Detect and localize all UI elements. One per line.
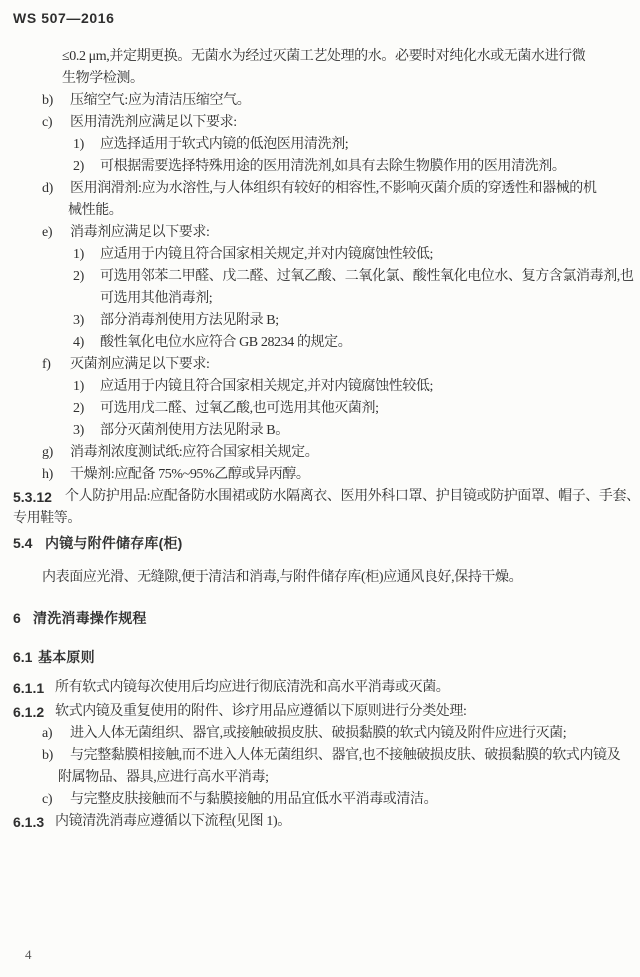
section-6-title: 清洗消毒操作规程 [33,610,147,626]
clause-6-1-1-number: 6.1.1 [13,680,45,696]
clause-5-3-12 [0,486,640,508]
section-5-4-number: 5.4 [13,535,33,551]
list-item-g-text: 消毒剂浓度测试纸:应符合国家相关规定。 [70,445,319,460]
clause-6-1-2 [0,701,640,723]
list-item-f-sub-2 [0,398,640,420]
list-item-f-sub-3-text: 部分灭菌剂使用方法见附录 B。 [100,423,289,438]
clause-6-1-3-number: 6.1.3 [13,814,45,830]
clause-6-1-3-text: 内镜清洗消毒应遵循以下流程(见图 1)。 [55,814,291,829]
list-item-f-sub-2-text: 可选用戊二醛、过氧乙酸,也可选用其他灭菌剂; [100,401,379,416]
list-item-d-text-line-1: 医用润滑剂:应为水溶性,与人体组织有较好的相容性,不影响灭菌介质的穿透性和器械的机 [70,181,597,196]
clause-6-1-2-text: 软式内镜及重复使用的附件、诊疗用品应遵循以下原则进行分类处理: [55,704,467,719]
list-item-e-label: e) [42,225,53,240]
list-item-h-text: 干燥剂:应配备 75%~95%乙醇或异丙醇。 [70,467,310,482]
intro-continuation-line-1: ≤0.2 μm,并定期更换。无菌水为经过灭菌工艺处理的水。必要时对纯化水或无菌水进行微 [62,49,586,64]
list-item-e-sub-4-text: 酸性氧化电位水应符合 GB 28234 的规定。 [100,335,352,350]
list-item-c-text: 医用清洗剂应满足以下要求: [70,115,237,130]
clause-6-1-3 [0,811,640,833]
list-item-c-sub-1-text: 应选择适用于软式内镜的低泡医用清洗剂; [100,137,349,152]
list-item-f-sub-1-text: 应适用于内镜且符合国家相关规定,并对内镜腐蚀性较低; [100,379,433,394]
list-item-d-label: d) [42,181,53,196]
list-item-e-sub-2-text-line-1: 可选用邻苯二甲醛、戊二醛、过氧乙酸、二氧化氯、酸性氧化电位水、复方含氯消毒剂,也 [100,269,634,284]
list-item-f-sub-3 [0,420,640,442]
list-item-e-text: 消毒剂应满足以下要求: [70,225,210,240]
list-item-b-text: 压缩空气:应为清洁压缩空气。 [70,93,251,108]
list-item-e-sub-2 [0,266,640,288]
list-item-e-sub-4-label: 4) [73,335,84,350]
list-item-e [0,222,640,244]
list-item-e-sub-3-label: 3) [73,313,84,328]
list-item-f-sub-1-label: 1) [73,379,84,394]
list-item-h [0,464,640,486]
list-item-e-sub-2-label: 2) [73,269,84,284]
clause-6-1-2-item-c [0,789,640,811]
list-item-e-sub-1-label: 1) [73,247,84,262]
list-item-e-sub-3-text: 部分消毒剂使用方法见附录 B; [100,313,279,328]
section-6-number: 6 [13,610,21,626]
list-item-d [0,178,640,200]
list-item-c-label: c) [42,115,53,130]
list-item-f-sub-3-label: 3) [73,423,84,438]
list-item-f-sub-2-label: 2) [73,401,84,416]
list-item-e-sub-1-text: 应适用于内镜且符合国家相关规定,并对内镜腐蚀性较低; [100,247,433,262]
list-item-c-sub-1 [0,134,640,156]
list-item-c-sub-2 [0,156,640,178]
section-6-1-number: 6.1 [13,649,33,665]
clause-6-1-1 [0,677,640,699]
clause-6-1-2-item-b-text-line-1: 与完整黏膜相接触,而不进入人体无菌组织、器官,也不接触破损皮肤、破损黏膜的软式内镜及 [70,748,621,763]
standard-number-header: WS 507—2016 [13,10,115,26]
section-5-4-body: 内表面应光滑、无缝隙,便于清洁和消毒,与附件储存库(柜)应通风良好,保持干燥。 [42,570,523,585]
list-item-e-sub-3 [0,310,640,332]
list-item-c-sub-1-label: 1) [73,137,84,152]
section-6-1-heading [0,646,640,668]
list-item-f-sub-1 [0,376,640,398]
intro-continuation-line-2: 生物学检测。 [62,71,144,86]
clause-6-1-2-item-b-label: b) [42,748,53,763]
list-item-c [0,112,640,134]
clause-5-3-12-number: 5.3.12 [13,489,52,505]
list-item-e-sub-1 [0,244,640,266]
list-item-h-label: h) [42,467,53,482]
list-item-f [0,354,640,376]
list-item-b-label: b) [42,93,53,108]
clause-6-1-2-item-a-text: 进入人体无菌组织、器官,或接触破损皮肤、破损黏膜的软式内镜及附件应进行灭菌; [70,726,567,741]
clause-6-1-2-item-c-label: c) [42,792,53,807]
clause-6-1-2-item-a [0,723,640,745]
clause-6-1-2-item-c-text: 与完整皮肤接触而不与黏膜接触的用品宜低水平消毒或清洁。 [70,792,438,807]
section-6-heading [0,607,640,629]
clause-6-1-2-item-b [0,745,640,767]
clause-6-1-2-item-b-text-line-2: 附属物品、器具,应进行高水平消毒; [58,770,269,785]
clause-5-3-12-text-line-2: 专用鞋等。 [13,511,81,526]
clause-6-1-2-item-a-label: a) [42,726,53,741]
list-item-c-sub-2-label: 2) [73,159,84,174]
list-item-e-sub-2-text-line-2: 可选用其他消毒剂; [100,291,213,306]
list-item-f-text: 灭菌剂应满足以下要求: [70,357,210,372]
list-item-g-label: g) [42,445,53,460]
list-item-e-sub-4 [0,332,640,354]
clause-6-1-1-text: 所有软式内镜每次使用后均应进行彻底清洗和高水平消毒或灭菌。 [55,680,450,695]
list-item-g [0,442,640,464]
section-5-4-heading [0,532,640,554]
section-5-4-title: 内镜与附件储存库(柜) [45,535,183,551]
clause-6-1-2-number: 6.1.2 [13,704,45,720]
list-item-d-text-line-2: 械性能。 [68,203,123,218]
list-item-f-label: f) [42,357,51,372]
clause-5-3-12-text-line-1: 个人防护用品:应配备防水围裙或防水隔离衣、医用外科口罩、护目镜或防护面罩、帽子、手套、 [65,489,640,504]
page-number: 4 [25,947,32,962]
list-item-b [0,90,640,112]
section-6-1-title: 基本原则 [38,649,95,665]
list-item-c-sub-2-text: 可根据需要选择特殊用途的医用清洗剂,如具有去除生物膜作用的医用清洗剂。 [100,159,566,174]
